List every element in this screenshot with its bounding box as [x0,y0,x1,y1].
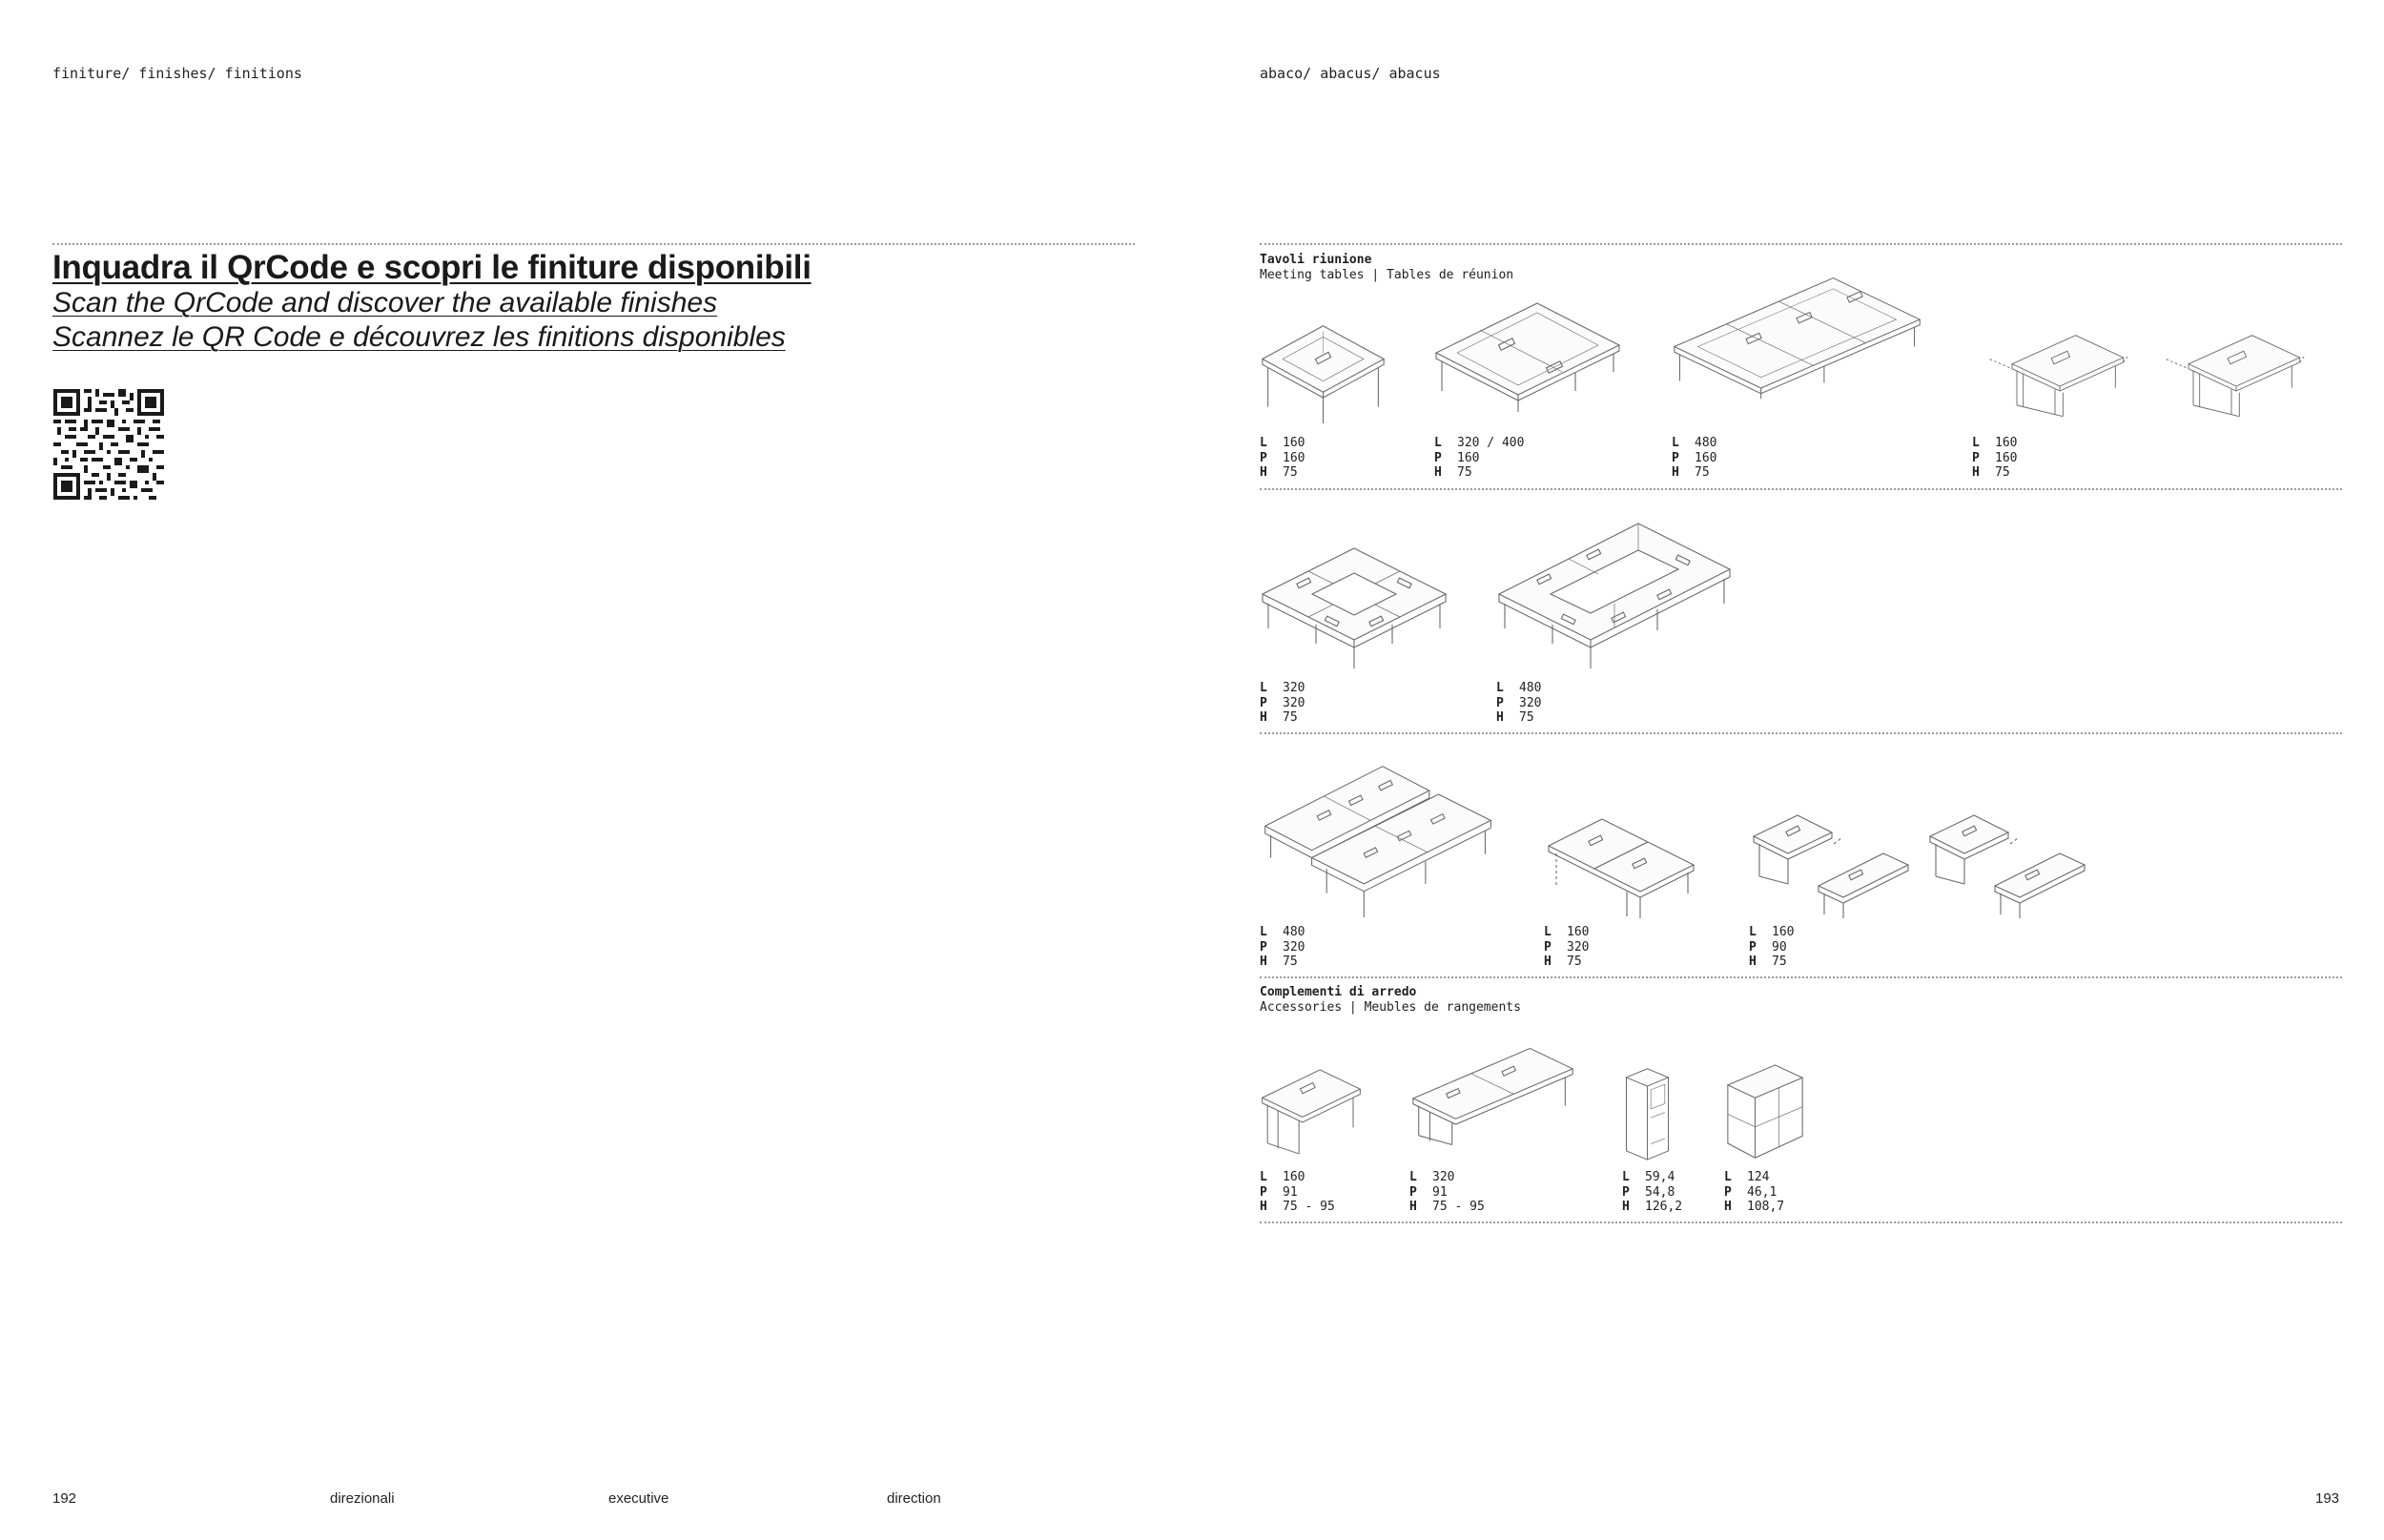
drawing-table-160x160 [1259,315,1387,429]
rule-section-1 [1260,243,2342,245]
dims-desk-320: L 320 P 91 H 75 - 95 [1409,1170,1485,1214]
rule-section-2 [1260,976,2342,978]
rule-row-4 [1260,1222,2342,1223]
drawing-lectern [1621,1063,1674,1163]
dims-desk-160: L 160 P 91 H 75 - 95 [1260,1170,1335,1214]
drawing-table-ring-320 [1259,529,1449,672]
heading-it: Inquadra il QrCode e scopri le finiture disponibili [52,249,812,286]
dims-cabinet: L 124 P 46,1 H 108,7 [1724,1170,1785,1214]
footer-category-en: executive [608,1490,669,1507]
drawing-table-ring-480 [1495,510,1734,672]
rule-heading-left [52,243,1135,245]
drawing-bench-480 [1259,753,1497,921]
drawing-corner-160 [1545,806,1697,920]
section-title: Complementi di arredo [1260,985,1417,999]
dims-corner-160: L 160 P 320 H 75 [1544,925,1590,969]
drawing-table-160-single-a [1988,315,2131,429]
drawing-desk-320 [1409,1028,1576,1163]
rule-row-1 [1260,488,2342,490]
dims-pair-160: L 160 P 90 H 75 [1749,925,1795,969]
dims-160-single: L 160 P 160 H 75 [1972,436,2018,480]
running-head-left: finiture/ finishes/ finitions [52,65,302,82]
dims-lectern: L 59,4 P 54,8 H 126,2 [1622,1170,1683,1214]
footer-category-fr: direction [887,1490,941,1507]
dims-160x160: L 160 P 160 H 75 [1260,436,1305,480]
section-title: Tavoli riunione [1260,253,1372,267]
dims-480: L 480 P 160 H 75 [1672,436,1717,480]
drawing-pair-160-a [1750,806,1912,920]
dims-320-400: L 320 / 400 P 160 H 75 [1434,436,1525,480]
section-subtitle: Accessories | Meubles de rangements [1260,1000,1521,1015]
footer-category-it: direzionali [330,1490,395,1507]
drawing-cabinet [1723,1063,1807,1163]
heading-en: Scan the QrCode and discover the available finishes [52,287,718,318]
drawing-pair-160-b [1926,806,2088,920]
page-number-left: 192 [52,1490,77,1507]
qr-heading [52,250,1149,355]
page-number-right: 193 [2315,1490,2340,1507]
running-head-right: abaco/ abacus/ abacus [1260,65,1441,82]
section-meeting-tables [1260,253,1513,283]
drawing-table-480 [1671,246,1923,429]
drawing-table-320-400 [1432,284,1623,429]
dims-ring-320: L 320 P 320 H 75 [1260,681,1305,725]
drawing-desk-160 [1259,1058,1364,1163]
heading-fr: Scannez le QR Code e découvrez les finitions disponibles [52,321,786,353]
rule-row-2 [1260,732,2342,734]
qr-code-icon[interactable] [53,389,164,500]
dims-bench-480: L 480 P 320 H 75 [1260,925,1305,969]
dims-ring-480: L 480 P 320 H 75 [1496,681,1542,725]
section-subtitle: Meeting tables | Tables de réunion [1260,268,1514,282]
drawing-table-160-single-b [2165,315,2308,429]
section-accessories [1260,985,1521,1016]
